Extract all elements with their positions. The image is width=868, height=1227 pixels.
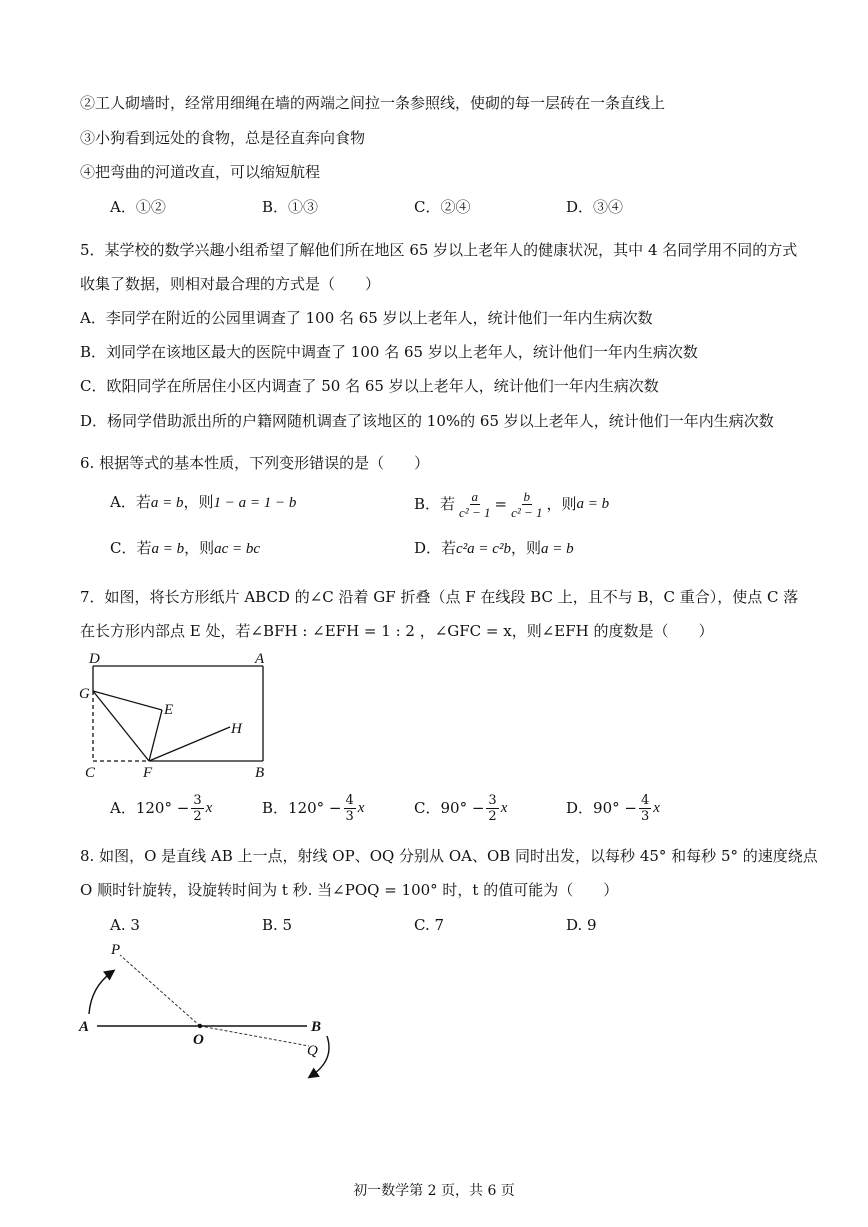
q7-ray-fh — [149, 727, 230, 761]
q7-label-f: F — [143, 765, 153, 781]
q7-segment-ef — [149, 710, 162, 761]
q4-option-d: D．③④ — [566, 198, 624, 216]
q8-label-b: B — [311, 1019, 322, 1035]
q7-label-g: G — [79, 686, 90, 702]
q7-label-d: D — [89, 651, 100, 667]
q8-option-c: C. 7 — [414, 916, 445, 934]
q5-stem-line1: 5．某学校的数学兴趣小组希望了解他们所在地区 65 岁以上老年人的健康状况，其中 4 名同学用不同的方式 — [80, 241, 798, 259]
q8-option-d: D. 9 — [566, 916, 597, 934]
q7-stem-line2: 在长方形内部点 E 处，若∠BFH : ∠EFH = 1 : 2 ，∠GFC = x，则∠EFH 的度数是（ ） — [80, 622, 714, 640]
q7-label-a: A — [255, 651, 265, 667]
q4-option-a: A．①② — [110, 198, 166, 216]
q7-option-b: B．120° − $\frac{4}{3}$ x — [262, 792, 365, 824]
q6-option-a: A．若a = b，则1 − a = 1 − b — [110, 493, 297, 511]
page-footer: 初一数学第 2 页，共 6 页 — [353, 1183, 515, 1199]
q5-option-a: A．李同学在附近的公园里调查了 100 名 65 岁以上老年人，统计他们一年内生病次数 — [80, 309, 653, 327]
q7-option-d: D．90° − $\frac{4}{3}$ x — [566, 792, 660, 824]
q8-ray-op — [120, 955, 200, 1026]
q7-fold-gf — [93, 691, 149, 761]
q4-statement-4: ④把弯曲的河道改直，可以缩短航程 — [80, 163, 321, 181]
q4-statement-3: ③小狗看到远处的食物，总是径直奔向食物 — [80, 129, 366, 147]
q7-segment-ge — [93, 691, 162, 710]
q4-option-c: C．②④ — [414, 198, 471, 216]
q8-point-o — [198, 1024, 202, 1028]
q7-rectangle-fold-figure — [75, 648, 275, 783]
q5-stem-line2: 收集了数据，则相对最合理的方式是（ ） — [80, 275, 381, 293]
q6-option-b: B．若 $\frac{a}{\text{c² − 1}}$ = $\frac{b}{\text{c² − 1}}$ ，则 a = b — [414, 488, 610, 520]
q7-option-a: A．120° − $\frac{3}{2}$ x — [110, 792, 213, 824]
q8-rotating-rays-figure — [75, 938, 355, 1083]
q5-option-c: C．欧阳同学在所居住小区内调查了 50 名 65 岁以上老年人，统计他们一年内生病次数 — [80, 377, 659, 395]
q6-option-d: D．若c²a = c²b，则a = b — [414, 539, 574, 557]
q8-option-a: A. 3 — [110, 916, 140, 934]
q7-option-c: C．90° − $\frac{3}{2}$ x — [414, 792, 508, 824]
q4-statement-2: ②工人砌墙时，经常用细绳在墙的两端之间拉一条参照线，使砌的每一层砖在一条直线上 — [80, 94, 666, 112]
q7-label-b: B — [255, 765, 265, 781]
q8-stem-line1: 8. 如图，O 是直线 AB 上一点，射线 OP、OQ 分别从 OA、OB 同时出发，以每秒 45° 和每秒 5° 的速度绕点 — [80, 847, 818, 865]
q8-label-q: Q — [307, 1043, 318, 1059]
q8-label-p: P — [111, 942, 121, 958]
q5-option-b: B．刘同学在该地区最大的医院中调查了 100 名 65 岁以上老年人，统计他们一年内生病次数 — [80, 343, 698, 361]
q7-stem-line1: 7．如图，将长方形纸片 ABCD 的∠C 沿着 GF 折叠（点 F 在线段 BC 上，且不与 B，C 重合），使点 C 落 — [80, 588, 799, 606]
q8-ray-oq — [200, 1026, 309, 1046]
q6-stem: 6. 根据等式的基本性质，下列变形错误的是（ ） — [80, 454, 430, 472]
q8-label-a: A — [79, 1019, 90, 1035]
q5-option-d: D．杨同学借助派出所的户籍网随机调查了该地区的 10%的 65 岁以上老年人，统计他们一年内生病次数 — [80, 412, 774, 430]
q8-stem-line2: O 顺时针旋转，设旋转时间为 t 秒. 当∠POQ = 100° 时，t 的值可能为（ ） — [80, 881, 619, 899]
q6-option-c: C．若a = b，则ac = bc — [110, 539, 261, 557]
q8-option-b: B. 5 — [262, 916, 293, 934]
q8-rotation-arrow-p-icon — [89, 972, 112, 1014]
q7-label-c: C — [85, 765, 96, 781]
q8-label-o: O — [193, 1032, 204, 1048]
q4-option-b: B．①③ — [262, 198, 319, 216]
q7-label-e: E — [164, 702, 174, 718]
q7-label-h: H — [231, 721, 242, 737]
